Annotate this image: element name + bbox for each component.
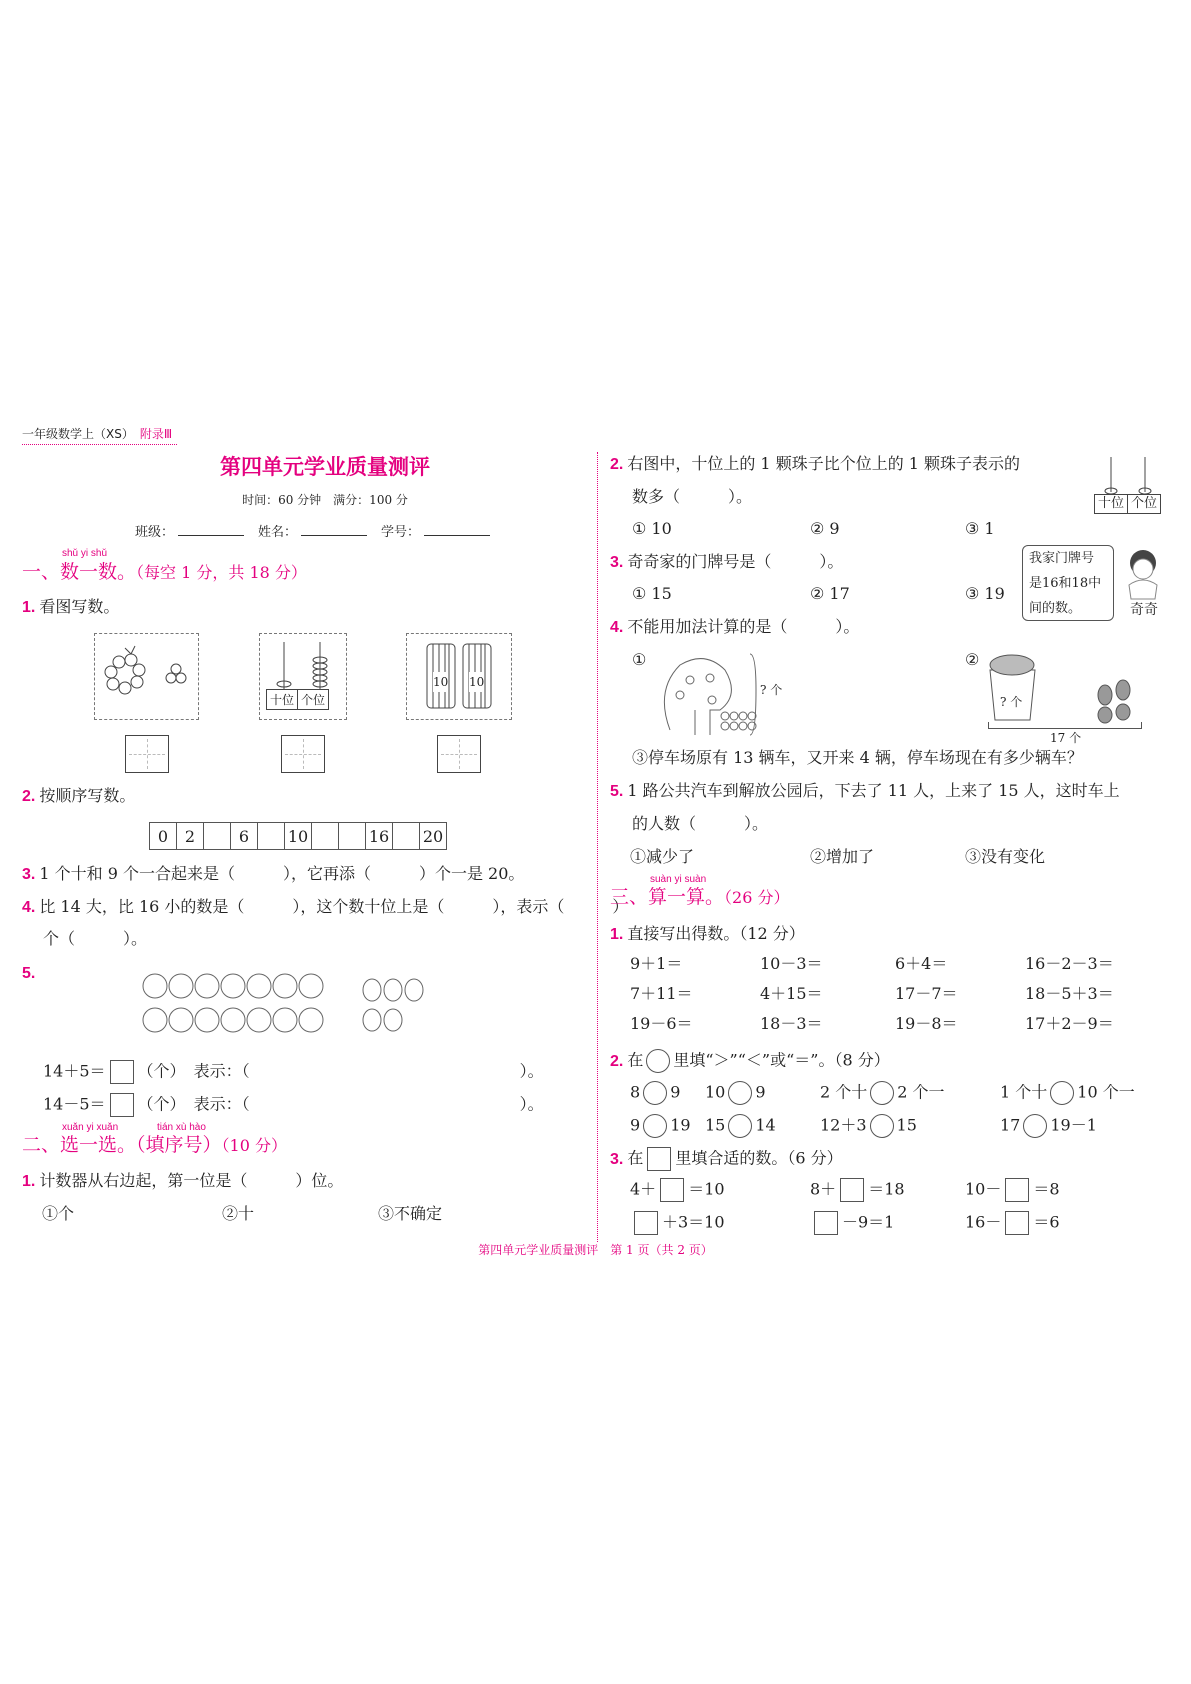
right-part: ＝10 xyxy=(688,1179,725,1199)
right-operand: 15 xyxy=(896,1115,917,1135)
q-number: 3. xyxy=(610,1150,624,1168)
speech-bubble xyxy=(1022,545,1114,621)
s2-q1 xyxy=(22,1171,343,1192)
calc-item[interactable]: 7＋11＝ xyxy=(630,984,693,1003)
close-paren: ）。 xyxy=(519,1094,544,1114)
compare-item xyxy=(820,1081,945,1105)
seq-cell: 2 xyxy=(177,823,204,850)
left-operand: 10 xyxy=(705,1082,726,1102)
abacus-figure xyxy=(259,633,347,720)
bundle-label: 10 xyxy=(433,672,448,692)
section1-title: 一、数一数。 xyxy=(22,561,137,583)
q-text: 里填合适的数。（6 分） xyxy=(675,1148,843,1168)
abacus-place-labels xyxy=(1094,494,1161,514)
calc-item[interactable]: 18－5＋3＝ xyxy=(1025,984,1114,1003)
q-text: 在 xyxy=(627,1050,644,1070)
square-icon xyxy=(647,1147,671,1171)
left-operand: 9 xyxy=(630,1115,641,1135)
page-title: 第四单元学业质量测评 xyxy=(220,455,430,479)
circle-icon xyxy=(646,1049,670,1073)
compare-circle[interactable] xyxy=(1050,1081,1074,1105)
s1-q5-eq1 xyxy=(43,1060,544,1084)
name-field[interactable] xyxy=(301,535,367,536)
meaning-label: 表示：（ xyxy=(193,1094,250,1114)
q-number: 1. xyxy=(22,599,36,616)
option-2[interactable]: ② xyxy=(965,650,980,669)
s1-q4 xyxy=(22,897,628,918)
section3-heading xyxy=(610,885,789,910)
ones-label: 个位 xyxy=(301,693,326,707)
section2-title: 二、选一选。 xyxy=(22,1134,137,1156)
number-sequence-table xyxy=(149,822,447,850)
abacus-icon xyxy=(1093,455,1165,495)
unit: （个） xyxy=(137,1094,178,1114)
seq-cell[interactable] xyxy=(204,823,231,850)
id-label: 学号： xyxy=(381,525,421,540)
fill-item xyxy=(965,1211,1060,1235)
answer-box[interactable] xyxy=(437,735,481,773)
answer-box[interactable] xyxy=(110,1093,134,1117)
abacus-place-labels xyxy=(266,689,329,710)
calc-item[interactable]: 17＋2－9＝ xyxy=(1025,1014,1114,1033)
equation: 14＋5＝ xyxy=(43,1061,106,1081)
section3-title: 三、算一算。 xyxy=(610,886,725,908)
q-text: 右图中，十位上的 1 颗珠子比个位上的 1 颗珠子表示的 xyxy=(627,454,1021,473)
seq-cell[interactable] xyxy=(393,823,420,850)
apple-tree-icon xyxy=(650,650,760,740)
s3-q1 xyxy=(610,924,805,945)
option[interactable]: ② 17 xyxy=(810,584,850,603)
seq-cell[interactable] xyxy=(339,823,366,850)
right-part: ＝6 xyxy=(1033,1212,1060,1232)
calc-item[interactable]: 18－3＝ xyxy=(760,1014,823,1033)
right-operand: 9 xyxy=(755,1082,766,1102)
s1-q5 xyxy=(22,963,39,984)
exam-meta: 时间：60 分钟 满分：100 分 xyxy=(242,493,408,507)
fill-item xyxy=(630,1178,725,1202)
q-number: 3. xyxy=(22,866,36,883)
left-part: 4＋ xyxy=(630,1179,657,1199)
calc-item[interactable]: 6＋4＝ xyxy=(895,954,948,973)
q-text: 按顺序写数。 xyxy=(39,786,136,805)
id-field[interactable] xyxy=(424,535,490,536)
seq-cell: 6 xyxy=(231,823,258,850)
compare-circle[interactable] xyxy=(870,1081,894,1105)
total-label: 17 个 xyxy=(1050,731,1082,745)
q-text: 直接写出得数。（12 分） xyxy=(627,924,805,943)
right-part: ＋3＝10 xyxy=(662,1212,725,1232)
q-text: 1 个十和 9 个一合起来是（ ），它再添（ ）个一是 20。 xyxy=(39,864,525,883)
fill-box[interactable] xyxy=(814,1211,838,1235)
right-operand: 9 xyxy=(670,1082,681,1102)
page-footer: 第四单元学业质量测评 第 1 页（共 2 页） xyxy=(478,1243,713,1257)
fill-box[interactable] xyxy=(660,1178,684,1202)
s2-q2 xyxy=(610,454,1020,475)
right-operand: 19 xyxy=(670,1115,691,1135)
ones-label: 个位 xyxy=(1131,496,1158,511)
left-operand: 2 个十 xyxy=(820,1082,868,1102)
bundle-label: 10 xyxy=(469,672,484,692)
pineapple-basket-icon xyxy=(985,650,1145,725)
section3-score: （26 分） xyxy=(724,888,790,907)
option[interactable]: ①个 xyxy=(42,1204,75,1223)
left-part: 8＋ xyxy=(810,1179,837,1199)
q-number: 2. xyxy=(610,1052,624,1070)
student-fields xyxy=(135,523,504,543)
option-3[interactable]: ③停车场原有 13 辆车，又开来 4 辆，停车场现在有多少辆车？ xyxy=(632,748,1083,767)
fill-item xyxy=(965,1178,1060,1202)
q-text: 里填“＞”“＜”或“＝”。（8 分） xyxy=(673,1050,890,1070)
option[interactable]: ① 15 xyxy=(632,584,672,603)
calc-item[interactable]: 10－3＝ xyxy=(760,954,823,973)
fill-item xyxy=(630,1211,725,1235)
calc-item[interactable]: 4＋15＝ xyxy=(760,984,823,1003)
q-number: 1. xyxy=(22,1173,36,1190)
q-text: 计数器从右边起，第一位是（ ）位。 xyxy=(39,1171,344,1190)
left-part: 16－ xyxy=(965,1212,1002,1232)
left-operand: 1 个十 xyxy=(1000,1082,1048,1102)
calc-item[interactable]: 19－8＝ xyxy=(895,1014,958,1033)
tree-apple-count-label: ? 个 xyxy=(760,683,783,697)
answer-box[interactable] xyxy=(281,735,325,773)
option[interactable]: ②十 xyxy=(222,1204,255,1223)
calc-item[interactable]: 16－2－3＝ xyxy=(1025,954,1114,973)
option[interactable]: ②增加了 xyxy=(810,847,875,866)
q-text: 看图写数。 xyxy=(39,597,120,616)
compare-item xyxy=(820,1114,917,1138)
q-number: 2. xyxy=(610,456,624,473)
compare-circle[interactable] xyxy=(728,1114,752,1138)
compare-item xyxy=(630,1081,680,1105)
compare-circle[interactable] xyxy=(870,1114,894,1138)
right-operand: 2 个一 xyxy=(897,1082,945,1102)
left-operand: 12＋3 xyxy=(820,1115,867,1135)
apples-pears-icon xyxy=(140,968,450,1036)
right-part: ＝18 xyxy=(868,1179,905,1199)
unit: （个） xyxy=(137,1061,178,1081)
right-operand: 14 xyxy=(755,1115,776,1135)
class-field[interactable] xyxy=(178,535,244,536)
q-text: 1 路公共汽车到解放公园后，下去了 11 人，上来了 15 人，这时车上 xyxy=(627,781,1120,800)
q-text-cont: 数多（ ）。 xyxy=(632,487,753,506)
q-text: 不能用加法计算的是（ ）。 xyxy=(627,617,860,636)
seq-cell: 20 xyxy=(420,823,447,850)
seq-cell: 16 xyxy=(366,823,393,850)
bubble-line: 是16和18中 xyxy=(1029,576,1102,591)
s1-q4-cont: 个（ ）。 xyxy=(43,929,148,948)
option[interactable]: ① 10 xyxy=(632,519,672,538)
compare-item xyxy=(1000,1081,1135,1105)
left-operand: 8 xyxy=(630,1082,641,1102)
section2-score: （10 分） xyxy=(221,1136,287,1155)
compare-item xyxy=(630,1114,691,1138)
section1-score: （每空 1 分，共 18 分） xyxy=(136,563,307,582)
stick-bundles-figure xyxy=(406,633,512,720)
fill-box[interactable] xyxy=(840,1178,864,1202)
section2-heading xyxy=(22,1133,287,1158)
compare-circle[interactable] xyxy=(643,1114,667,1138)
fill-item xyxy=(810,1211,894,1235)
seq-cell[interactable] xyxy=(258,823,285,850)
q-number: 3. xyxy=(610,554,624,571)
column-divider xyxy=(597,452,598,1242)
section2-pinyin: xuǎn yi xuǎn xyxy=(62,1122,119,1133)
left-part: 10－ xyxy=(965,1179,1002,1199)
q-number: 4. xyxy=(22,899,36,916)
q-number: 1. xyxy=(610,926,624,943)
section3-pinyin: suàn yi suàn xyxy=(650,874,707,885)
calc-item[interactable]: 19－6＝ xyxy=(630,1014,693,1033)
equation: 14－5＝ xyxy=(43,1094,106,1114)
right-part: －9＝1 xyxy=(842,1212,895,1232)
option[interactable]: ③ 19 xyxy=(965,584,1005,603)
fill-box[interactable] xyxy=(634,1211,658,1235)
seq-cell: 10 xyxy=(285,823,312,850)
option[interactable]: ③不确定 xyxy=(378,1204,443,1223)
s2-q3 xyxy=(610,552,843,573)
fill-box[interactable] xyxy=(1005,1178,1029,1202)
bubble-line: 间的数。 xyxy=(1029,601,1082,616)
fill-item xyxy=(810,1178,905,1202)
q-number: 2. xyxy=(22,788,36,805)
q-number: 5. xyxy=(610,783,624,800)
s2-q5 xyxy=(610,781,1120,802)
s3-q3 xyxy=(610,1147,843,1171)
left-operand: 17 xyxy=(1000,1115,1021,1135)
calc-item[interactable]: 17－7＝ xyxy=(895,984,958,1003)
running-header xyxy=(22,424,172,444)
bead-ring-figure xyxy=(94,633,199,720)
tens-label: 十位 xyxy=(1095,495,1128,513)
calc-item[interactable]: 9＋1＝ xyxy=(630,954,683,973)
s1-q1 xyxy=(22,597,119,618)
option-1[interactable]: ① xyxy=(632,650,647,669)
q-text: 比 14 大，比 16 小的数是（ ），这个数十位上是（ ），表示（ ） xyxy=(39,897,629,916)
right-part: ＝8 xyxy=(1033,1179,1060,1199)
s3-q2 xyxy=(610,1049,890,1073)
right-operand: 10 个一 xyxy=(1077,1082,1135,1102)
bubble-line: 我家门牌号 xyxy=(1029,551,1095,566)
s1-q3 xyxy=(22,864,524,885)
right-operand: 19－1 xyxy=(1050,1115,1097,1135)
section1-heading xyxy=(22,560,307,585)
character-name: 奇奇 xyxy=(1130,602,1158,618)
seq-cell: 0 xyxy=(150,823,177,850)
option[interactable]: ③ 1 xyxy=(965,519,995,538)
compare-circle[interactable] xyxy=(1023,1114,1047,1138)
answer-box[interactable] xyxy=(125,735,169,773)
compare-item xyxy=(705,1114,776,1138)
option[interactable]: ② 9 xyxy=(810,519,840,538)
left-operand: 15 xyxy=(705,1115,726,1135)
option[interactable]: ③没有变化 xyxy=(965,847,1046,866)
section2-paren: （填序号） xyxy=(136,1134,222,1156)
q-text: 奇奇家的门牌号是（ ）。 xyxy=(627,552,844,571)
header-divider xyxy=(22,444,177,445)
fill-box[interactable] xyxy=(1005,1211,1029,1235)
tens-label: 十位 xyxy=(267,690,298,709)
book-label: 一年级数学上（XS） xyxy=(22,427,128,441)
class-label: 班级： xyxy=(135,525,175,540)
answer-box[interactable] xyxy=(110,1060,134,1084)
seq-cell[interactable] xyxy=(312,823,339,850)
section1-pinyin: shǔ yi shǔ xyxy=(62,548,108,559)
s1-q2 xyxy=(22,786,135,807)
q-number: 4. xyxy=(610,619,624,636)
stick-bundles-icon xyxy=(407,634,511,719)
section2-pinyin: tián xù hào xyxy=(157,1122,206,1133)
meaning-label: 表示：（ xyxy=(193,1061,250,1081)
name-label: 姓名： xyxy=(258,525,298,540)
option[interactable]: ①减少了 xyxy=(630,847,695,866)
abacus-icon xyxy=(260,634,346,689)
q-text-cont: 的人数（ ）。 xyxy=(632,814,769,833)
compare-item xyxy=(1000,1114,1097,1138)
appendix-label: 附录Ⅲ xyxy=(139,427,173,441)
q-text: 在 xyxy=(627,1148,644,1168)
basket-count-label: ? 个 xyxy=(1000,695,1023,709)
boy-character-icon xyxy=(1115,545,1170,600)
close-paren: ）。 xyxy=(519,1061,544,1081)
s1-q5-eq2 xyxy=(43,1093,544,1117)
compare-circle[interactable] xyxy=(643,1081,667,1105)
q-number: 5. xyxy=(22,965,36,982)
s2-q4 xyxy=(610,617,859,638)
compare-item xyxy=(705,1081,766,1105)
beads-icon xyxy=(95,634,198,719)
compare-circle[interactable] xyxy=(728,1081,752,1105)
